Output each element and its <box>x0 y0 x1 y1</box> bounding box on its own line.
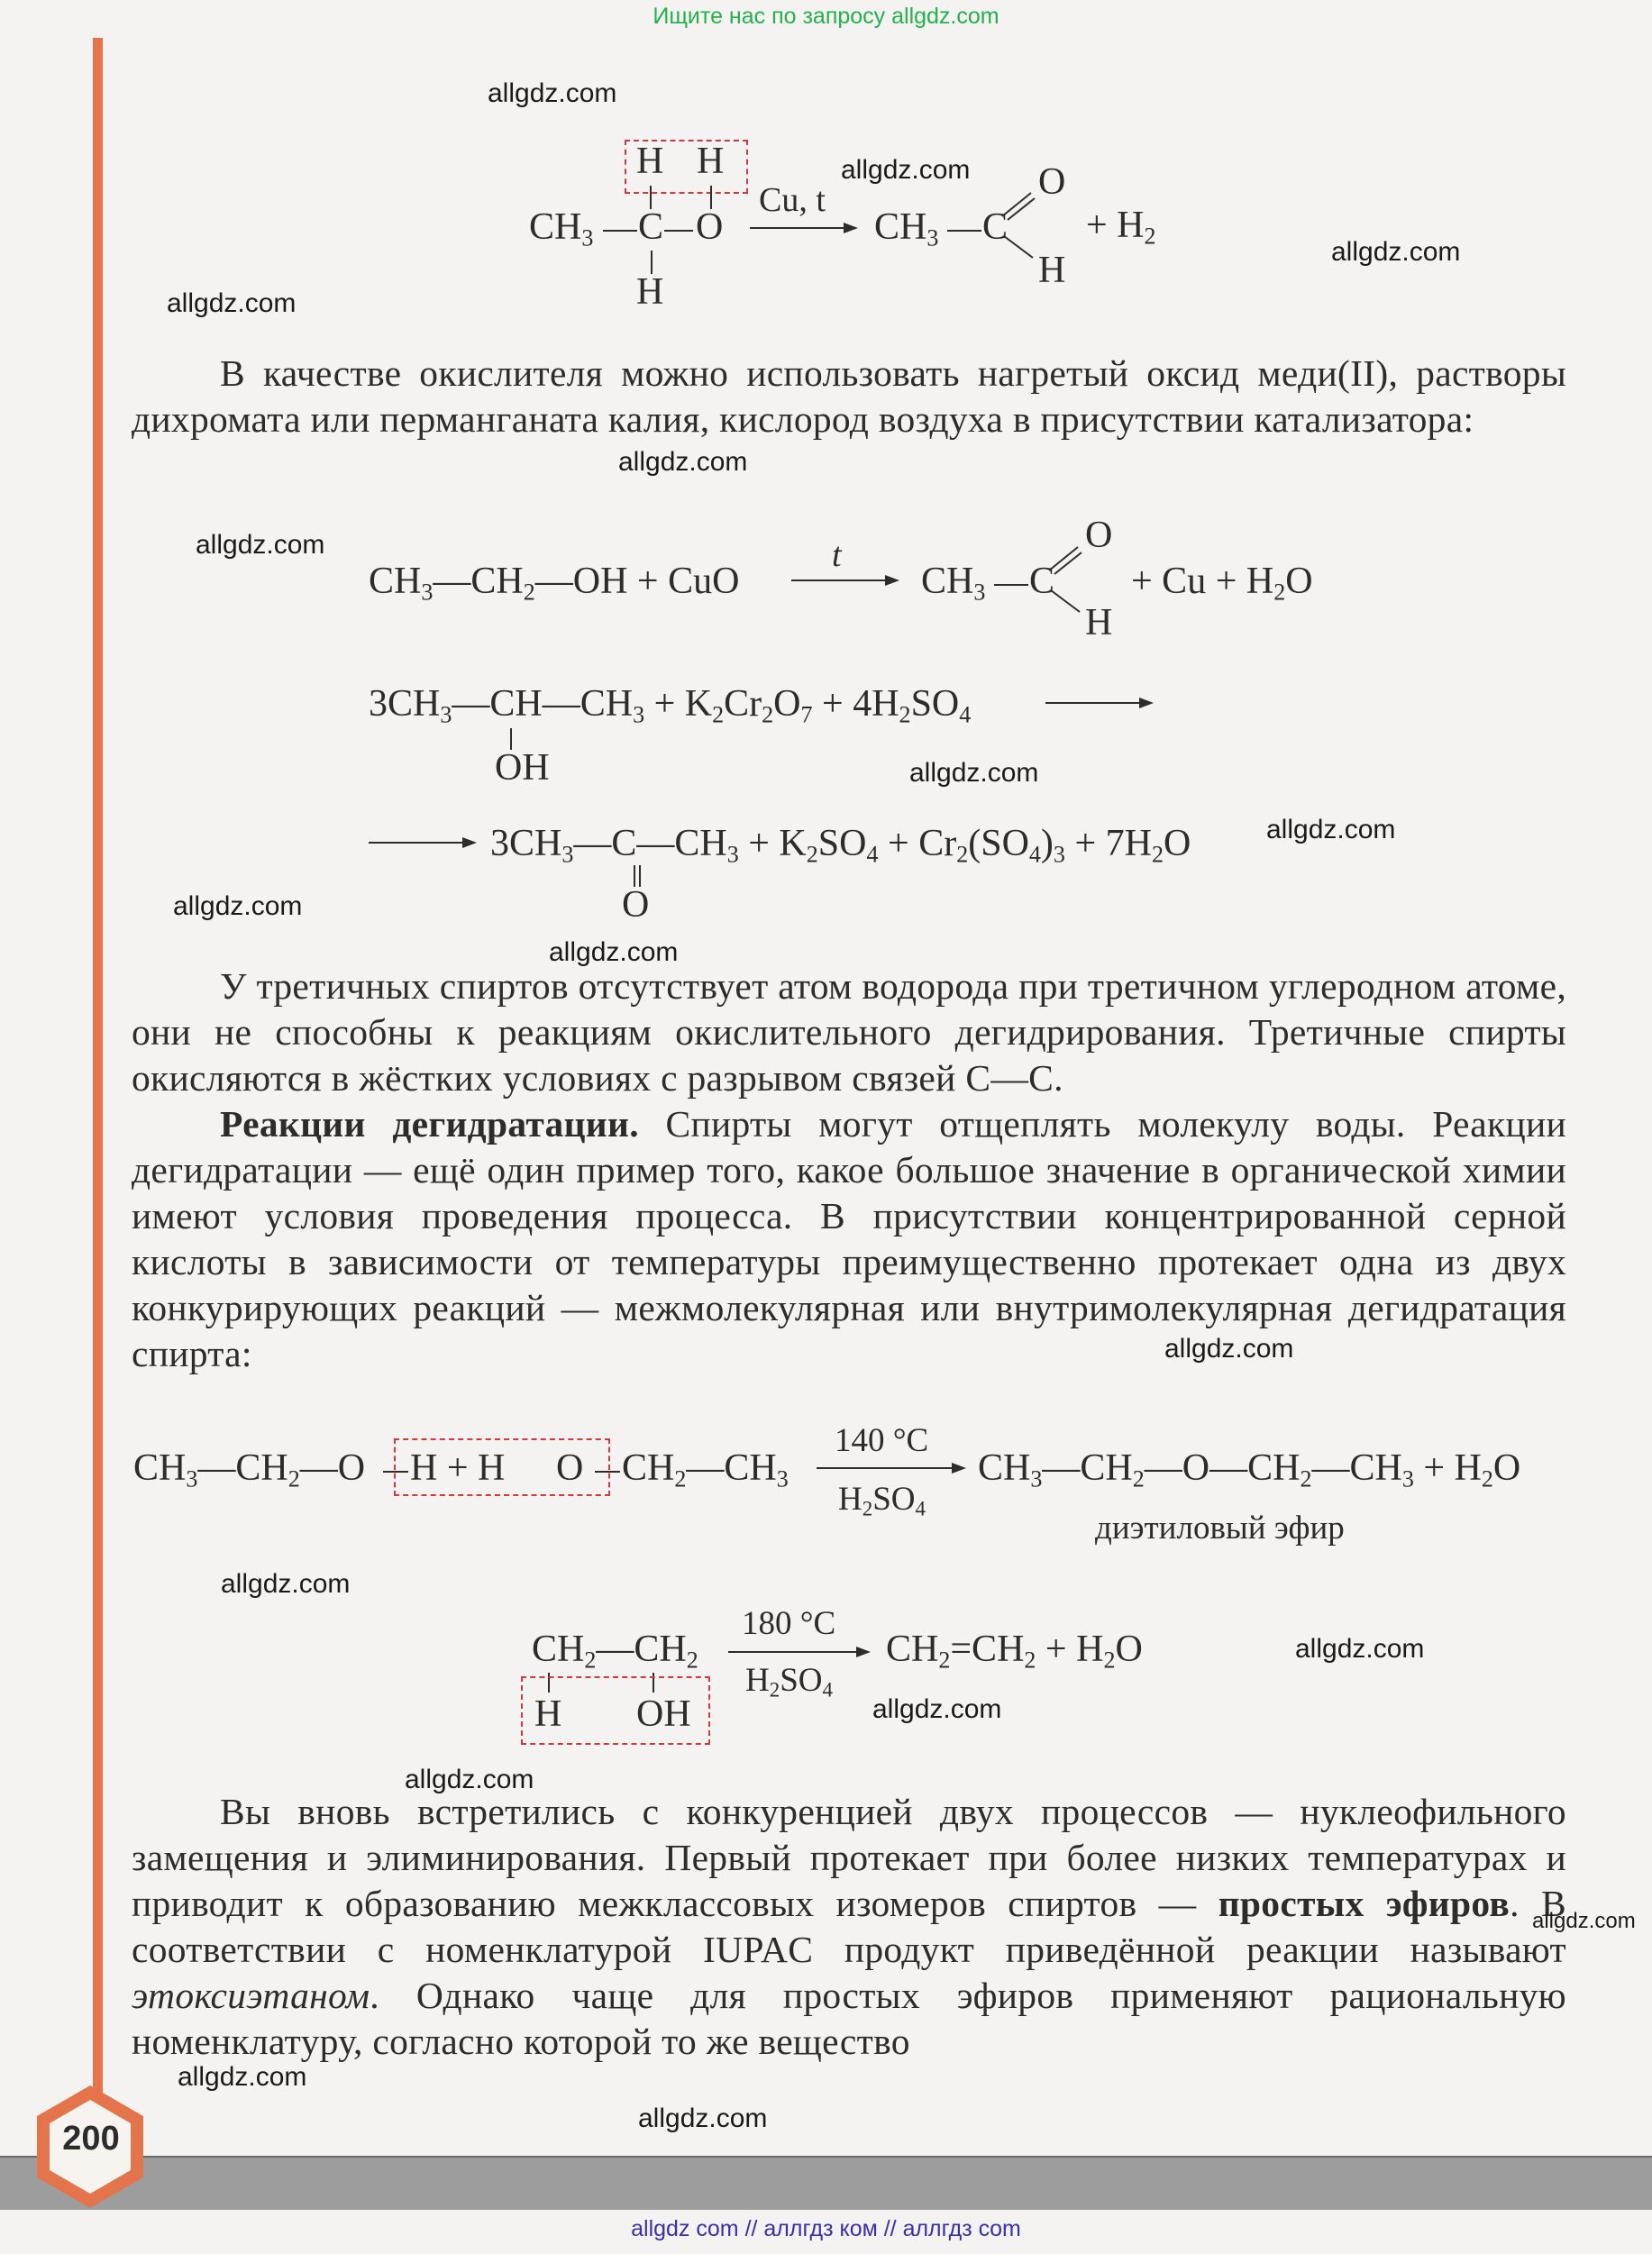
margin-bar <box>93 38 103 2129</box>
r5-temp: 180 °C <box>742 1605 836 1642</box>
r1-product-sub: 3 <box>926 224 939 251</box>
r4-arrow <box>817 1458 968 1478</box>
watermark: allgdz.com <box>196 530 325 560</box>
paragraph-3-heading: Реакции дегидратации. <box>220 1103 639 1145</box>
r1-product-o: O <box>1038 161 1066 203</box>
r1-top-h2: H <box>697 141 725 182</box>
r2-product-sub: 3 <box>973 579 986 606</box>
top-banner: Ищите нас по запросу allgdz.com <box>653 4 999 29</box>
r5-oh: OH <box>636 1693 691 1735</box>
watermark: allgdz.com <box>1295 1634 1425 1664</box>
r4-lhs-a: $CH_3—CH_2—O$ <box>133 1447 366 1492</box>
paragraph-4: Вы вновь встретились с конкуренцией двух процессов — нуклеофильного замещения и элиминирования. Первый протекает при более низких температурах и приводит к образованию межклассовых изомеров спиртов — простых эфиров. В соответствии с номенклатурой IUPAC продукт приведённой реакции называют этоксиэтаном. Однако чаще для простых эфиров применяют рациональную номенклатуру, согласно которой то же вещество <box>132 1791 1567 2062</box>
r2-product-left: CH <box>921 561 974 602</box>
paragraph-2: У третичных спиртов отсутствует атом водорода при третичном углеродном атоме, они не способны к реакциям окислительного дегидрирования. Третичные спирты окисляются в жёстких условиях с разрывом связей С—С. <box>132 965 1566 1099</box>
r1-h2-sub: 2 <box>1144 223 1156 250</box>
watermark: allgdz.com <box>549 937 679 967</box>
watermark: allgdz.com <box>1164 1334 1294 1364</box>
r3-arrow-1 <box>1045 693 1155 713</box>
watermark: allgdz.com <box>909 758 1039 788</box>
r5-top: $CH_2—CH_2$ <box>532 1629 698 1674</box>
r2-lhs: $CH_3—CH_2—OH$ + CuO <box>369 561 740 606</box>
r3-o: O <box>622 884 650 926</box>
r1-plus-h2: + H <box>1086 205 1145 246</box>
page-number: 200 <box>62 2120 120 2158</box>
r1-o: O <box>696 206 724 248</box>
bottom-strip <box>0 2156 1652 2210</box>
r4-caption: диэтиловый эфир <box>1095 1510 1345 1547</box>
paragraph-3: Реакции дегидратации. Спирты могут отщеплять молекулу воды. Реакции дегидратации — ещё один пример того, какое большое значение в органической химии имеют условия проведения процесса. В присутствии концентрированной серной кислоты в зависимости от температуры преимущественно протекает одна из двух конкурирующих реакций — межмолекулярная или внутримолекулярная дегидратация спирта: <box>132 1103 1566 1374</box>
paragraph-1: В качестве окислителя можно использовать нагретый оксид меди(II), растворы дихромата или перманганата калия, кислород воздуха в присутствии катализатора: <box>132 352 1566 440</box>
watermark: allgdz.com <box>221 1569 351 1599</box>
watermark: allgdz.com <box>841 155 971 185</box>
r2-product-c: C <box>1029 561 1055 602</box>
r5-rhs: $CH_2=CH_2 + H_2O$ <box>886 1629 1143 1674</box>
r4-lhs-b: H + H <box>410 1447 506 1489</box>
r2-product-h: H <box>1085 602 1113 643</box>
r1-product-h: H <box>1038 250 1066 291</box>
r3-arrow-2 <box>369 833 479 853</box>
r4-catalyst: $H_2SO_4$ <box>838 1481 926 1520</box>
r1-bottom-h: H <box>636 271 664 313</box>
bottom-banner: allgdz com // аллгдз ком // аллгдз com <box>631 2216 1021 2241</box>
r1-top-h1: H <box>636 141 664 182</box>
r4-rhs: $CH_3—CH_2—O—CH_2—CH_3 + H_2O$ <box>978 1447 1521 1492</box>
watermark: allgdz.com <box>638 2103 768 2133</box>
r4-lhs-c: O <box>556 1447 584 1489</box>
term-simple-ethers: простых эфиров <box>1218 1883 1511 1924</box>
r1-left: CH <box>529 206 582 248</box>
term-ethoxyethane: этоксиэтаном <box>132 1975 370 2016</box>
r4-temp: 140 °C <box>835 1422 929 1459</box>
r1-c: C <box>638 206 664 248</box>
r3-oh: OH <box>495 747 550 789</box>
r2-condition: t <box>832 536 842 574</box>
r1-product-left: CH <box>874 206 927 248</box>
watermark: allgdz.com <box>618 447 748 477</box>
watermark: allgdz.com <box>872 1694 1002 1724</box>
watermark: allgdz.com <box>405 1765 534 1794</box>
r2-arrow <box>791 570 901 590</box>
r1-arrow <box>750 218 860 238</box>
watermark: allgdz.com <box>1266 815 1396 844</box>
watermark: allgdz.com <box>1532 1909 1636 1933</box>
r3-rhs: $3CH_3—C—CH_3 + K_2SO_4 + Cr_2(SO_4)_3 + 7H_2O$ <box>490 823 1191 868</box>
r5-h: H <box>534 1693 562 1735</box>
r1-left-sub: 3 <box>581 224 594 251</box>
watermark: allgdz.com <box>488 78 617 108</box>
r2-product-o: O <box>1085 515 1113 556</box>
r1-product-c: C <box>982 206 1009 248</box>
r5-arrow <box>728 1642 872 1662</box>
watermark: allgdz.com <box>173 891 303 921</box>
r4-lhs-d: $CH_2—CH_3$ <box>622 1447 789 1492</box>
watermark: allgdz.com <box>1331 237 1461 267</box>
r3-lhs: $3CH_3—CH—CH_3 + K_2Cr_2O_7 + 4H_2SO_4$ <box>369 683 972 728</box>
r5-catalyst: $H_2SO_4$ <box>745 1662 833 1702</box>
watermark: allgdz.com <box>178 2062 307 2092</box>
watermark: allgdz.com <box>167 288 297 318</box>
r1-condition: Cu, t <box>759 181 826 219</box>
r2-rhs-rest: + $Cu + H_2O$ <box>1131 561 1313 606</box>
